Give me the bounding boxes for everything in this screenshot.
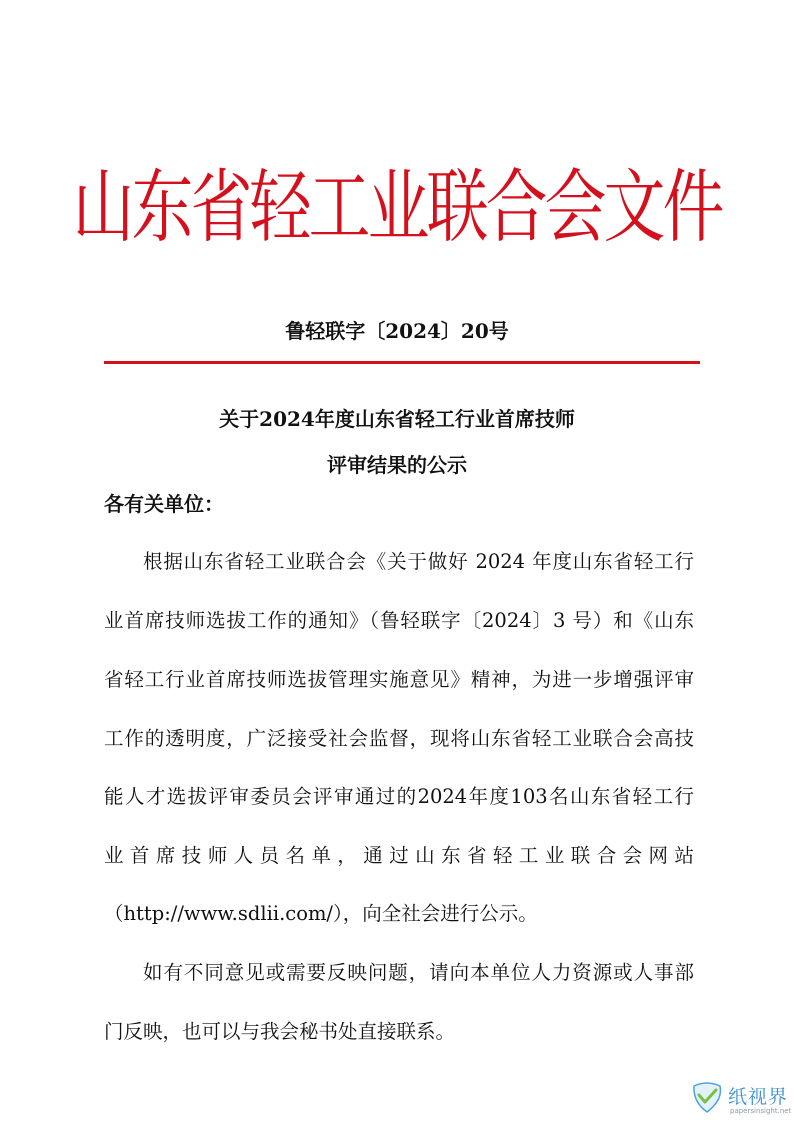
- document-masthead: 山东省轻工业联合会文件: [72, 160, 722, 254]
- paper-insight-logo-icon: [690, 1080, 724, 1114]
- body-line: 根据山东省轻工业联合会《关于做好 2024 年度山东省轻工行: [143, 550, 694, 573]
- document-number: 鲁轻联字〔2024〕20号: [285, 319, 509, 343]
- document-title-line-1: 关于2024年度山东省轻工行业首席技师: [219, 407, 575, 431]
- watermark: [690, 1080, 790, 1120]
- body-line: 工作的透明度，广泛接受社会监督，现将山东省轻工业联合会高技: [104, 727, 694, 750]
- watermark-url: papersinsight.net: [730, 1107, 792, 1115]
- document-title-line-2: 评审结果的公示: [327, 453, 467, 477]
- body-line: 门反映，也可以与我会秘书处直接联系。: [104, 1020, 456, 1043]
- body-line: （http://www.sdlii.com/），向全社会进行公示。: [104, 902, 538, 925]
- body-line: 业首席技师人员名单，通过山东省轻工业联合会网站: [104, 844, 694, 867]
- body-line: 如有不同意见或需要反映问题，请向本单位人力资源或人事部: [143, 961, 694, 984]
- red-divider: [104, 361, 700, 364]
- salutation: 各有关单位：: [104, 492, 224, 516]
- body-line: 能人才选拔评审委员会评审通过的2024年度103名山东省轻工行: [104, 785, 694, 808]
- watermark-name: 纸视界: [728, 1086, 789, 1108]
- body-line: 业首席技师选拔工作的通知》（鲁轻联字〔2024〕3 号）和《山东: [104, 609, 694, 632]
- body-line: 省轻工行业首席技师选拔管理实施意见》精神，为进一步增强评审: [104, 668, 694, 691]
